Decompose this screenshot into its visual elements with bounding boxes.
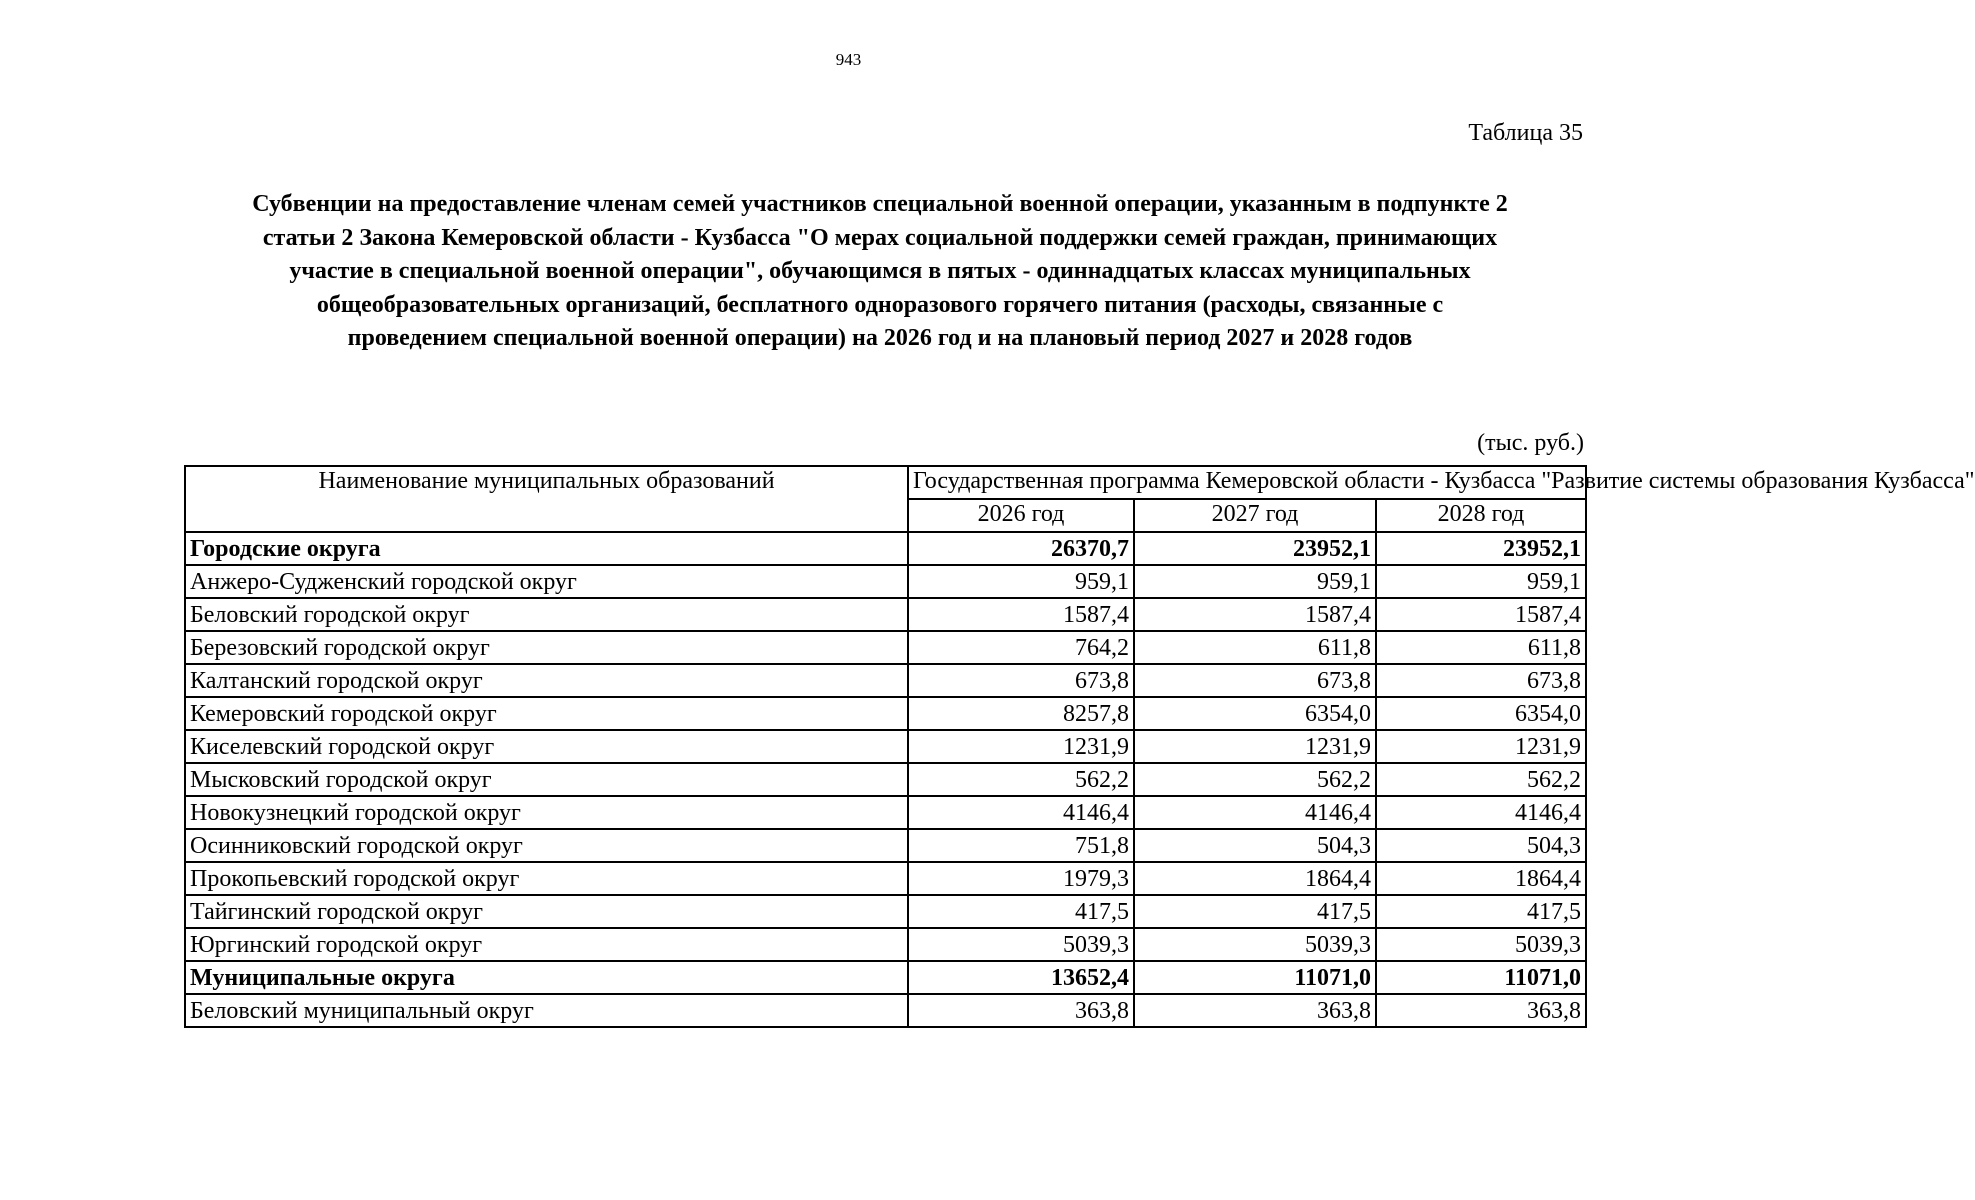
value-2027: 562,2 xyxy=(1134,763,1376,796)
table-row xyxy=(185,928,1586,961)
value-2027: 5039,3 xyxy=(1134,928,1376,961)
table-row xyxy=(185,730,1586,763)
value-2028: 1864,4 xyxy=(1376,862,1586,895)
table-row xyxy=(185,763,1586,796)
value-2027: 959,1 xyxy=(1134,565,1376,598)
municipality-name: Новокузнецкий городской округ xyxy=(185,796,908,829)
municipality-name: Тайгинский городской округ xyxy=(185,895,908,928)
table-row-group xyxy=(185,961,1586,994)
column-header-program: Государственная программа Кемеровской области - Кузбасса "Развитие системы образования Кузбасса" xyxy=(908,466,1586,499)
table-row xyxy=(185,697,1586,730)
table-row xyxy=(185,796,1586,829)
value-2026: 1231,9 xyxy=(908,730,1134,763)
value-2027: 673,8 xyxy=(1134,664,1376,697)
document-title xyxy=(170,188,1590,356)
table-row xyxy=(185,631,1586,664)
value-2027: 363,8 xyxy=(1134,994,1376,1027)
value-2028: 23952,1 xyxy=(1376,532,1586,565)
value-2026: 13652,4 xyxy=(908,961,1134,994)
municipality-name: Осинниковский городской округ xyxy=(185,829,908,862)
municipality-name: Анжеро-Судженский городской округ xyxy=(185,565,908,598)
value-2026: 4146,4 xyxy=(908,796,1134,829)
title-line: участие в специальной военной операции", обучающимся в пятых - одиннадцатых классах муниципальных xyxy=(289,258,1471,284)
municipality-name: Городские округа xyxy=(185,532,908,565)
value-2026: 751,8 xyxy=(908,829,1134,862)
value-2028: 611,8 xyxy=(1376,631,1586,664)
table-row xyxy=(185,862,1586,895)
value-2027: 504,3 xyxy=(1134,829,1376,862)
table-row xyxy=(185,829,1586,862)
value-2027: 4146,4 xyxy=(1134,796,1376,829)
table-row xyxy=(185,598,1586,631)
units-label: (тыс. руб.) xyxy=(1477,430,1584,456)
value-2026: 562,2 xyxy=(908,763,1134,796)
municipality-name: Березовский городской округ xyxy=(185,631,908,664)
page-number: 943 xyxy=(835,50,862,69)
municipality-name: Беловский городской округ xyxy=(185,598,908,631)
table-row xyxy=(185,895,1586,928)
value-2028: 673,8 xyxy=(1376,664,1586,697)
column-header-municipality: Наименование муниципальных образований xyxy=(185,466,908,532)
table-row xyxy=(185,565,1586,598)
value-2028: 504,3 xyxy=(1376,829,1586,862)
value-2026: 673,8 xyxy=(908,664,1134,697)
municipality-name: Беловский муниципальный округ xyxy=(185,994,908,1027)
title-line: проведением специальной военной операции) на 2026 год и на плановый период 2027 и 2028 годов xyxy=(347,325,1413,351)
title-line: статьи 2 Закона Кемеровской области - Кузбасса "О мерах социальной поддержки семей граждан, принимающих xyxy=(262,224,1498,251)
value-2027: 1864,4 xyxy=(1134,862,1376,895)
value-2028: 417,5 xyxy=(1376,895,1586,928)
value-2027: 417,5 xyxy=(1134,895,1376,928)
value-2027: 1231,9 xyxy=(1134,730,1376,763)
municipality-name: Мысковский городской округ xyxy=(185,763,908,796)
table-row xyxy=(185,994,1586,1027)
value-2026: 26370,7 xyxy=(908,532,1134,565)
municipality-name: Муниципальные округа xyxy=(185,961,908,994)
column-header-year: 2027 год xyxy=(1134,499,1376,532)
municipality-name: Юргинский городской округ xyxy=(185,928,908,961)
value-2027: 6354,0 xyxy=(1134,697,1376,730)
value-2026: 1587,4 xyxy=(908,598,1134,631)
value-2026: 363,8 xyxy=(908,994,1134,1027)
value-2028: 1587,4 xyxy=(1376,598,1586,631)
municipality-name: Калтанский городской округ xyxy=(185,664,908,697)
subvention-table xyxy=(184,465,1975,1028)
value-2026: 8257,8 xyxy=(908,697,1134,730)
municipality-name: Кемеровский городской округ xyxy=(185,697,908,730)
table-row xyxy=(185,664,1586,697)
value-2026: 417,5 xyxy=(908,895,1134,928)
title-line: общеобразовательных организаций, бесплатного одноразового горячего питания (расходы, связанные с xyxy=(316,291,1444,318)
table-label: Таблица 35 xyxy=(1468,120,1583,146)
title-line: Субвенции на предоставление членам семей участников специальной военной операции, указанным в подпункте 2 xyxy=(252,191,1508,217)
value-2028: 11071,0 xyxy=(1376,961,1586,994)
value-2028: 562,2 xyxy=(1376,763,1586,796)
table-row-group xyxy=(185,532,1586,565)
value-2026: 764,2 xyxy=(908,631,1134,664)
value-2026: 1979,3 xyxy=(908,862,1134,895)
value-2028: 363,8 xyxy=(1376,994,1586,1027)
value-2028: 5039,3 xyxy=(1376,928,1586,961)
value-2028: 959,1 xyxy=(1376,565,1586,598)
value-2026: 959,1 xyxy=(908,565,1134,598)
value-2027: 1587,4 xyxy=(1134,598,1376,631)
municipality-name: Прокопьевский городской округ xyxy=(185,862,908,895)
value-2028: 1231,9 xyxy=(1376,730,1586,763)
value-2028: 4146,4 xyxy=(1376,796,1586,829)
value-2028: 6354,0 xyxy=(1376,697,1586,730)
municipality-name: Киселевский городской округ xyxy=(185,730,908,763)
value-2027: 611,8 xyxy=(1134,631,1376,664)
column-header-year: 2026 год xyxy=(908,499,1134,532)
value-2027: 11071,0 xyxy=(1134,961,1376,994)
column-header-year: 2028 год xyxy=(1376,499,1586,532)
value-2027: 23952,1 xyxy=(1134,532,1376,565)
value-2026: 5039,3 xyxy=(908,928,1134,961)
